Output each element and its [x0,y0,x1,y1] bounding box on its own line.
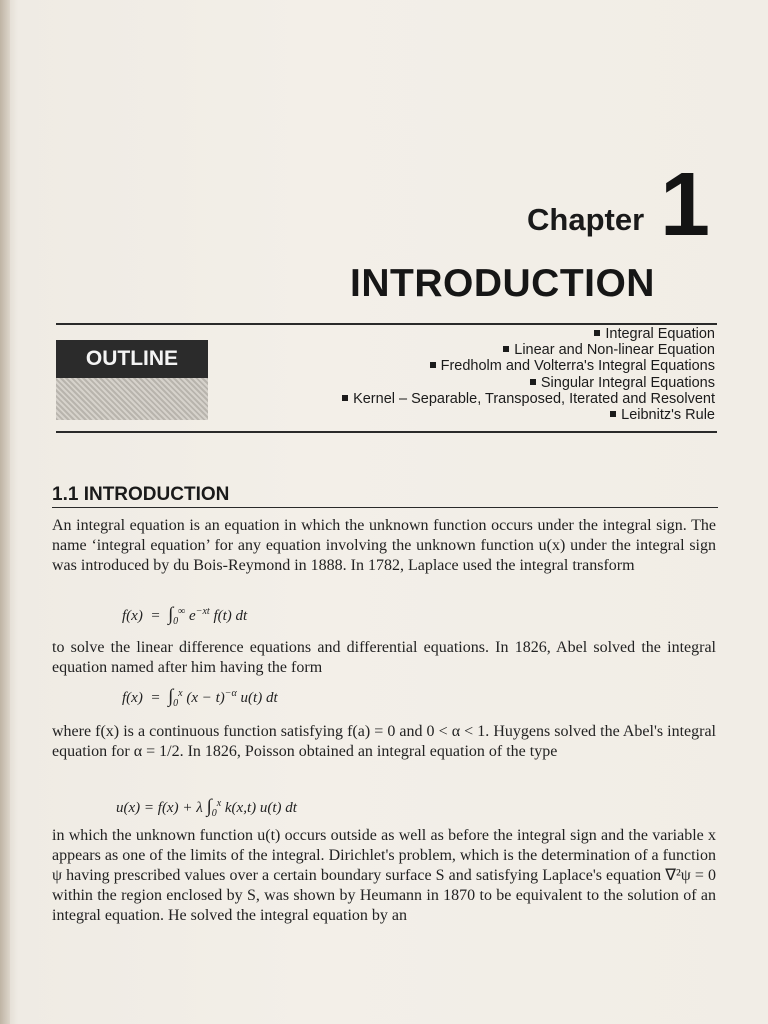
chapter-label: Chapter [527,202,645,237]
paragraph-4: in which the unknown function u(t) occurs outside as well as before the integral sign and the variable x appears as one of the limits of the integral. Dirichlet's problem, which is the determination of a function ψ having prescribed values over a certain boundary surface S and satisfying Laplace's equation ∇²ψ = 0 within the region enclosed by S, was shown by Heumann in 1870 to be equivalent to the solution of an integral equation. He solved the integral equation by an [52,827,716,924]
outline-item: Fredholm and Volterra's Integral Equations [245,358,715,374]
square-bullet-icon [503,346,509,352]
square-bullet-icon [530,379,536,385]
equation-poisson: u(x) = f(x) + λ $\int_0^x$ k(x,t) u(t) dt [116,796,297,819]
square-bullet-icon [342,395,348,401]
page-binding-edge [0,0,10,1024]
outline-bottom-rule [56,431,717,433]
outline-item: Integral Equation [245,326,715,342]
section-rule [52,507,718,508]
outline-top-rule [56,323,717,325]
square-bullet-icon [430,362,436,368]
outline-item: Kernel – Separable, Transposed, Iterated and Resolvent [245,391,715,407]
chapter-number: 1 [660,155,711,255]
outline-item: Linear and Non-linear Equation [245,342,715,358]
paragraph-3: where f(x) is a continuous function satisfying f(a) = 0 and 0 < α < 1. Huygens solved the Abel's integral equation for α = 1/2. In 1826, Poisson obtained an integral equation of the type [52,723,716,760]
section-heading: 1.1 INTRODUCTION [52,484,230,505]
outline-list [245,326,715,423]
paragraph-2: to solve the linear difference equations and differential equations. In 1826, Abel solved the integral equation named after him having the form [52,639,716,676]
outline-pattern-decoration [56,378,208,420]
square-bullet-icon [594,330,600,336]
paragraph-1: An integral equation is an equation in which the unknown function occurs under the integral sign. The name ‘integral equation’ for any equation involving the unknown function u(x) under the integral sign was introduced by du Bois-Reymond in 1888. In 1782, Laplace used the integral transform [52,517,716,574]
outline-item: Leibnitz's Rule [245,407,715,423]
outline-label: OUTLINE [56,340,208,378]
square-bullet-icon [610,411,616,417]
outline-item: Singular Integral Equations [245,375,715,391]
equation-laplace-transform: $f(x) = \int_0^\infty$ $e^{-xt}$ f(t) dt [122,604,248,627]
equation-abel: $f(x) = \int_0^x$ $(x - t)^{-\alpha}$ u(t) dt [122,686,278,709]
chapter-title: INTRODUCTION [350,262,655,305]
